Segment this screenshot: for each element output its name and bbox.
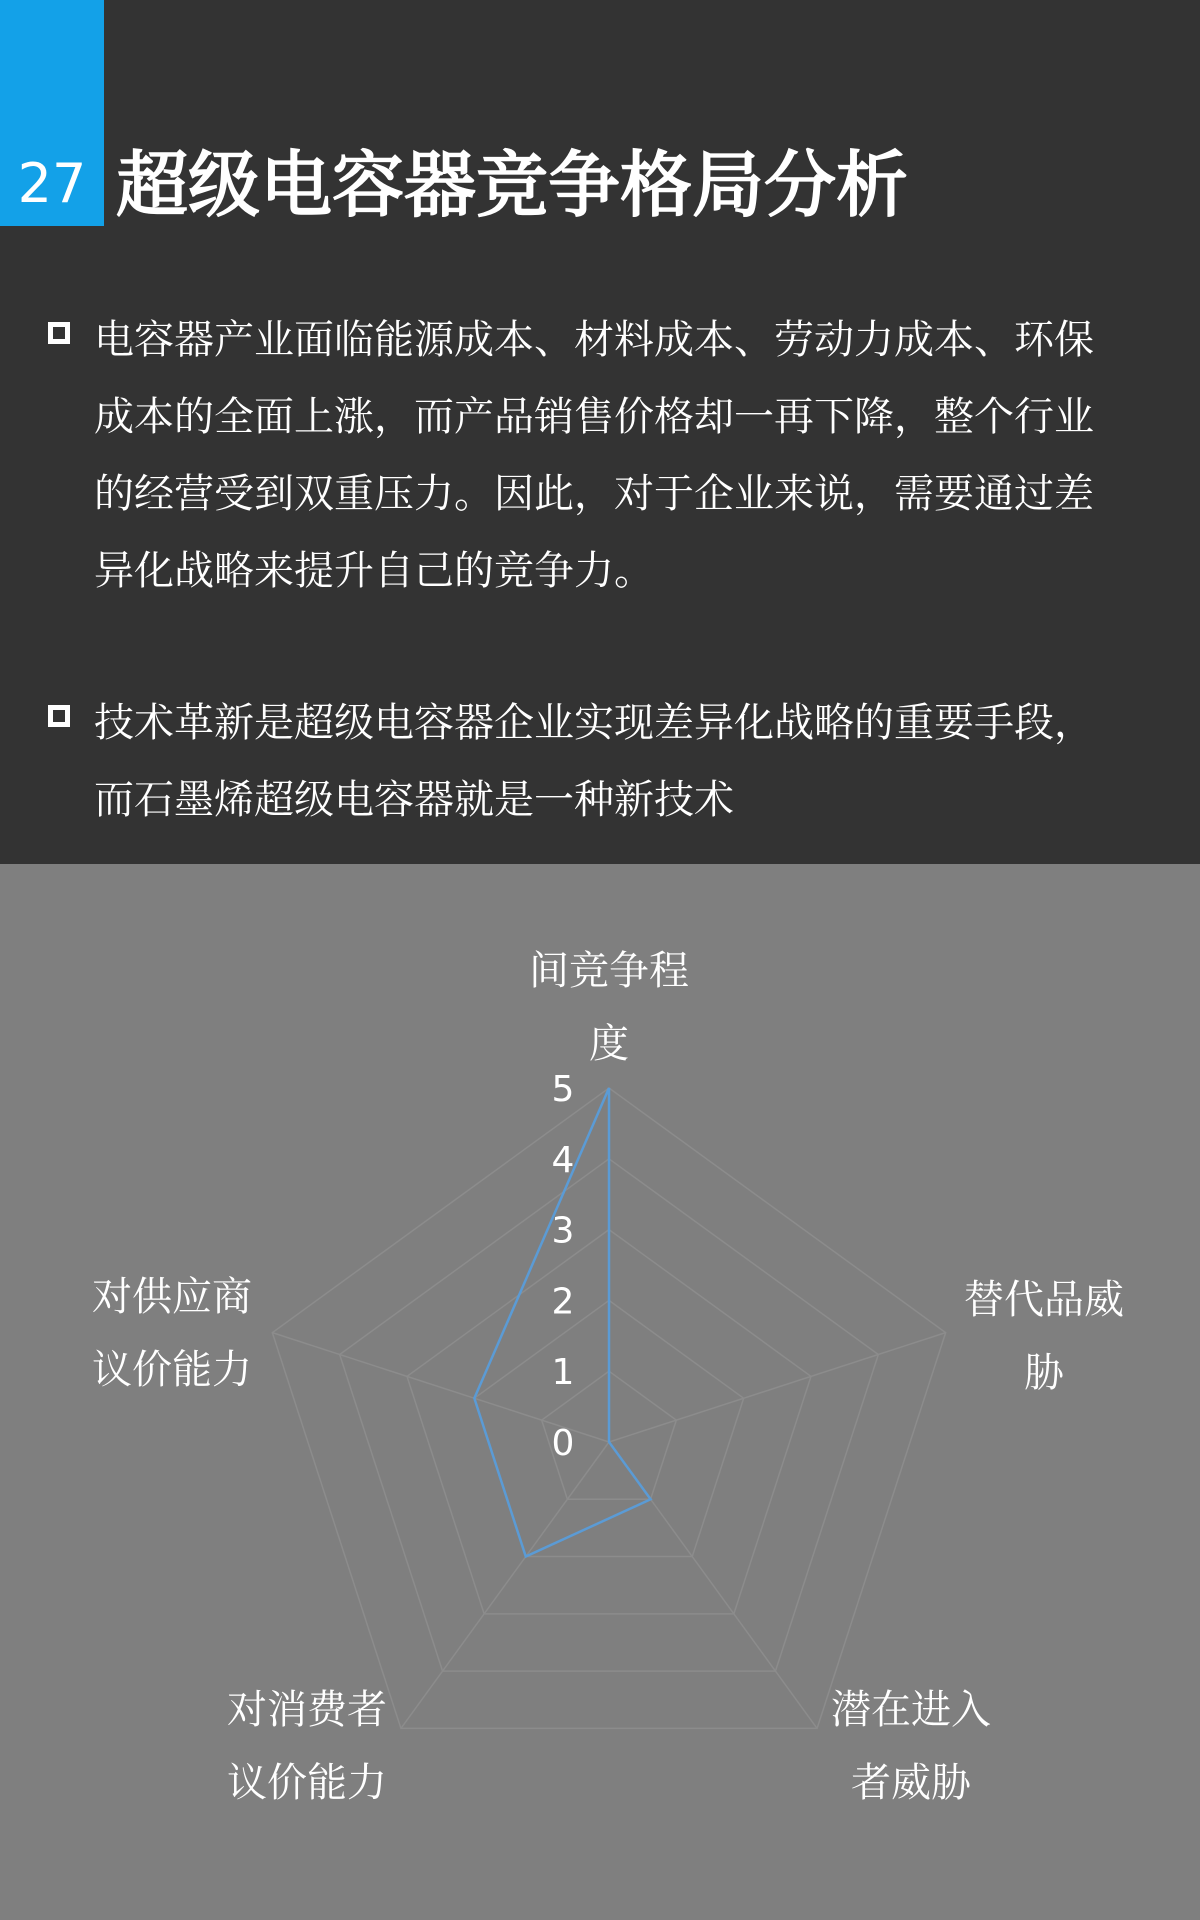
axis-label-supplier-power	[72, 1261, 272, 1407]
axis-spoke	[401, 1442, 609, 1728]
axis-label-line: 议价能力	[92, 1347, 252, 1393]
bullet-item	[48, 685, 1168, 845]
tick-label: 2	[551, 1281, 575, 1323]
axis-spoke	[609, 1333, 946, 1442]
axis-label-line: 度	[589, 1021, 629, 1067]
axis-label-rivalry	[509, 935, 709, 1081]
radar-chart-area	[0, 864, 1200, 1920]
bullet-item	[48, 302, 1168, 612]
square-bullet-icon	[48, 705, 70, 727]
axis-label-new-entrants	[811, 1674, 1011, 1820]
tick-label: 4	[551, 1139, 575, 1181]
tick-label: 0	[551, 1423, 575, 1464]
axis-label-line: 者威胁	[851, 1760, 971, 1806]
axis-label-line: 议价能力	[227, 1760, 387, 1806]
bullet-text: 技术革新是超级电容器企业实现差异化战略的重要手段， 而石墨烯超级电容器就是一种新技术	[94, 700, 1094, 823]
axis-label-line: 胁	[1024, 1350, 1064, 1396]
bullet-text: 电容器产业面临能源成本、材料成本、劳动力成本、环保 成本的全面上涨，而产品销售价格却一再下降，整个行业 的经营受到双重压力。因此，对于企业来说，需要通过差 异化战略来提升自己的竞争力。	[94, 317, 1094, 594]
tick-label: 5	[551, 1069, 575, 1110]
header-section	[0, 0, 1200, 864]
page-number-badge	[0, 0, 104, 226]
axis-label-line: 间竞争程	[529, 948, 689, 994]
axis-label-line: 替代品威	[964, 1277, 1124, 1323]
axis-label-substitutes	[944, 1264, 1144, 1410]
tick-label: 1	[551, 1352, 575, 1394]
tick-label: 3	[551, 1210, 575, 1252]
axis-label-line: 潜在进入	[831, 1687, 991, 1733]
axis-label-buyer-power	[207, 1674, 407, 1820]
page-number: 27	[17, 152, 87, 215]
page-title: 超级电容器竞争格局分析	[116, 143, 909, 227]
square-bullet-icon	[48, 322, 70, 344]
axis-label-line: 对供应商	[92, 1274, 252, 1320]
axis-label-line: 对消费者	[227, 1687, 387, 1733]
